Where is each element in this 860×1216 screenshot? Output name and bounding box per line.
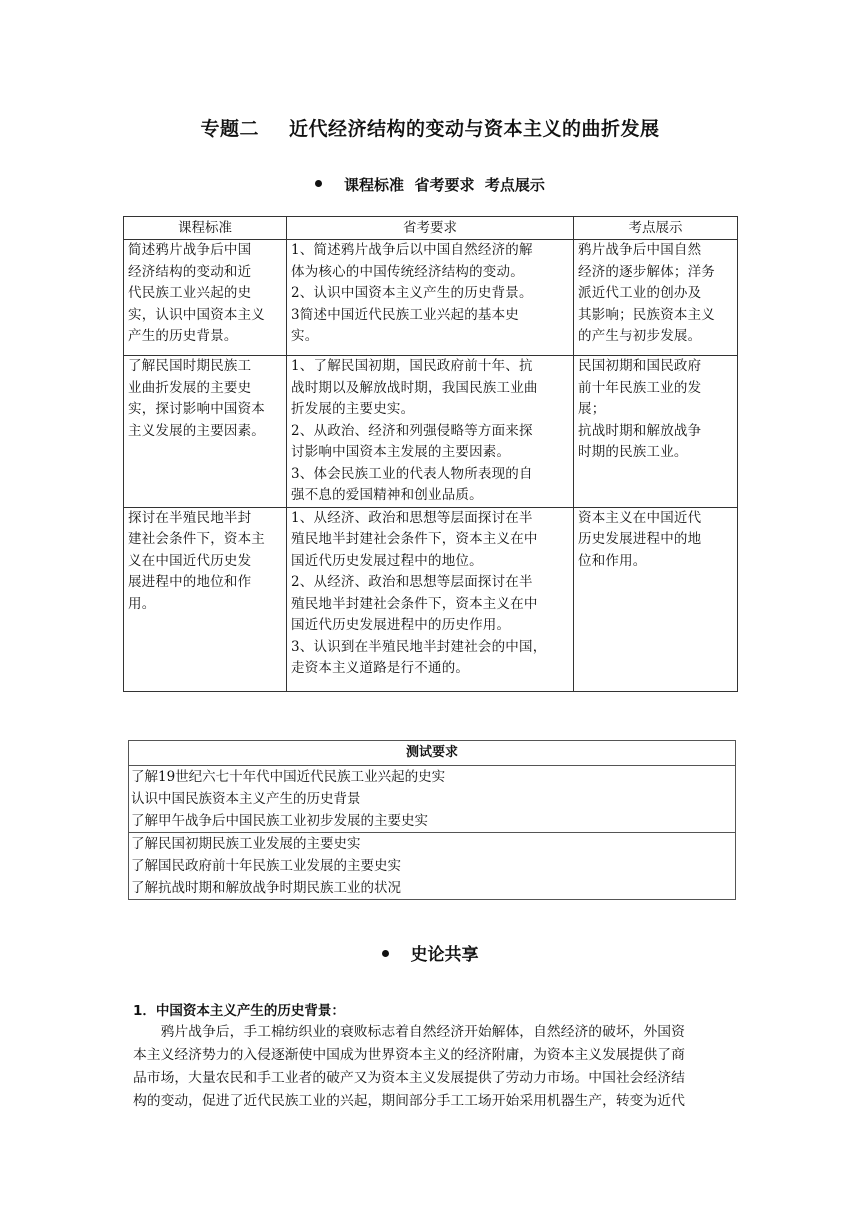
cell-line: 3、认识到在半殖民地半封建社会的中国，	[291, 638, 547, 655]
cell-line: 探讨在半殖民地半封	[128, 509, 252, 526]
cell-line: 时期的民族工业。	[578, 444, 688, 460]
cell-line: 义在中国近代历史发	[128, 552, 252, 569]
page-title	[0, 114, 860, 141]
cell-line: 实。	[291, 328, 319, 344]
cell-line: 民国初期和国民政府	[578, 358, 702, 374]
cell-line: 代民族工业兴起的史	[128, 285, 252, 301]
section-heading-text: 课程标准 省考要求 考点展示	[344, 176, 545, 194]
table-cell	[287, 507, 574, 691]
cell-line: 产生的历史背景。	[128, 328, 238, 344]
table-row	[129, 833, 736, 900]
cell-line: 1、从经济、政治和思想等层面探讨在半	[291, 509, 533, 526]
requirement-line: 了解抗战时期和解放战争时期民族工业的状况	[131, 880, 401, 896]
article-line: 本主义经济势力的入侵逐渐使中国成为世界资本主义的经济附庸，为资本主义发展提供了商	[133, 1047, 685, 1063]
table-header-cell: 考点展示	[574, 217, 738, 240]
cell-line: 历史发展进程中的地	[578, 531, 702, 547]
cell-line: 3简述中国近代民族工业兴起的基本史	[291, 306, 519, 323]
table-cell	[287, 240, 574, 356]
table-header-row	[124, 217, 738, 240]
cell-line: 2、从政治、经济和列强侵略等方面来探	[291, 422, 533, 439]
cell-line: 前十年民族工业的发	[578, 379, 702, 396]
table-cell	[129, 766, 736, 833]
bullet-icon	[382, 950, 389, 957]
table-cell	[129, 833, 736, 900]
table-header-row	[129, 741, 736, 766]
table-cell	[124, 240, 287, 356]
section-heading-discussion	[0, 940, 860, 965]
cell-line: 经济结构的变动和近	[128, 263, 252, 280]
cell-line: 2、认识中国资本主义产生的历史背景。	[291, 285, 533, 301]
cell-line: 展进程中的地位和作	[128, 574, 252, 590]
cell-line: 讨影响中国资本主发展的主要因素。	[291, 444, 511, 460]
cell-line: 的产生与初步发展。	[578, 328, 702, 344]
table-row	[129, 766, 736, 833]
table-cell	[287, 356, 574, 508]
cell-line: 1、简述鸦片战争后以中国自然经济的解	[291, 242, 533, 258]
table-row	[124, 356, 738, 508]
cell-line: 体为核心的中国传统经济结构的变动。	[291, 263, 524, 280]
cell-line: 殖民地半封建社会条件下，资本主义在中	[291, 595, 538, 612]
cell-line: 鸦片战争后中国自然	[578, 242, 702, 258]
table-cell	[574, 356, 738, 508]
cell-line: 殖民地半封建社会条件下，资本主义在中	[291, 531, 538, 547]
cell-line: 实，探讨影响中国资本	[128, 401, 265, 417]
cell-line: 折发展的主要史实。	[291, 401, 415, 417]
cell-line: 主义发展的主要因素。	[128, 422, 265, 439]
table-row	[124, 507, 738, 691]
cell-line: 抗战时期和解放战争	[578, 422, 702, 439]
cell-line: 国近代历史发展进程中的历史作用。	[291, 617, 511, 633]
cell-line: 国近代历史发展过程中的地位。	[291, 552, 483, 569]
title-prefix: 专题二	[200, 118, 259, 140]
cell-line: 2、从经济、政治和思想等层面探讨在半	[291, 574, 533, 590]
section-heading-text: 史论共享	[410, 945, 479, 965]
cell-line: 3、体会民族工业的代表人物所表现的自	[291, 465, 533, 482]
cell-line: 建社会条件下，资本主	[128, 531, 265, 547]
article-body	[133, 1021, 733, 1113]
table-cell	[124, 507, 287, 691]
table-cell	[574, 507, 738, 691]
requirement-line: 了解民国初期民族工业发展的主要史实	[131, 836, 361, 852]
table-header-cell: 省考要求	[287, 217, 574, 240]
section-heading-standards	[0, 174, 860, 195]
article-heading: 1．中国资本主义产生的历史背景：	[133, 1003, 345, 1019]
table-cell	[574, 240, 738, 356]
cell-line: 简述鸦片战争后中国	[128, 242, 252, 258]
bullet-icon	[315, 180, 322, 187]
cell-line: 展；	[578, 401, 606, 417]
cell-line: 走资本主义道路是行不通的。	[291, 660, 470, 676]
cell-line: 实，认识中国资本主义	[128, 306, 265, 323]
table-cell	[124, 356, 287, 508]
article-line: 构的变动，促进了近代民族工业的兴起，期间部分手工工场开始采用机器生产，转变为近代	[133, 1093, 685, 1109]
cell-line: 了解民国时期民族工	[128, 358, 252, 374]
cell-line: 其影响；民族资本主义	[578, 306, 715, 323]
requirement-line: 了解19世纪六七十年代中国近代民族工业兴起的史实	[131, 769, 446, 785]
cell-line: 资本主义在中国近代	[578, 509, 702, 526]
cell-line: 战时期以及解放战时期，我国民族工业曲	[291, 379, 538, 396]
cell-line: 位和作用。	[578, 552, 647, 569]
curriculum-table	[123, 216, 738, 692]
cell-line: 业曲折发展的主要史	[128, 379, 252, 396]
table-header-cell: 测试要求	[129, 741, 736, 766]
table-header-cell: 课程标准	[124, 217, 287, 240]
cell-line: 用。	[128, 595, 156, 612]
title-main: 近代经济结构的变动与资本主义的曲折发展	[289, 118, 660, 140]
cell-line: 派近代工业的创办及	[578, 285, 702, 301]
article-line: 鸦片战争后，手工棉纺织业的衰败标志着自然经济开始解体，自然经济的破坏，外国资	[133, 1024, 685, 1040]
cell-line: 强不息的爱国精神和创业品质。	[291, 487, 483, 503]
cell-line: 经济的逐步解体；洋务	[578, 263, 715, 280]
article-line: 品市场，大量农民和手工业者的破产又为资本主义发展提供了劳动力市场。中国社会经济结	[133, 1070, 685, 1086]
requirement-line: 了解甲午战争后中国民族工业初步发展的主要史实	[131, 813, 428, 829]
requirement-line: 了解国民政府前十年民族工业发展的主要史实	[131, 858, 401, 874]
cell-line: 1、了解民国初期，国民政府前十年、抗	[291, 358, 533, 374]
table-row	[124, 240, 738, 356]
requirement-line: 认识中国民族资本主义产生的历史背景	[131, 791, 361, 807]
test-requirements-table	[128, 740, 736, 900]
